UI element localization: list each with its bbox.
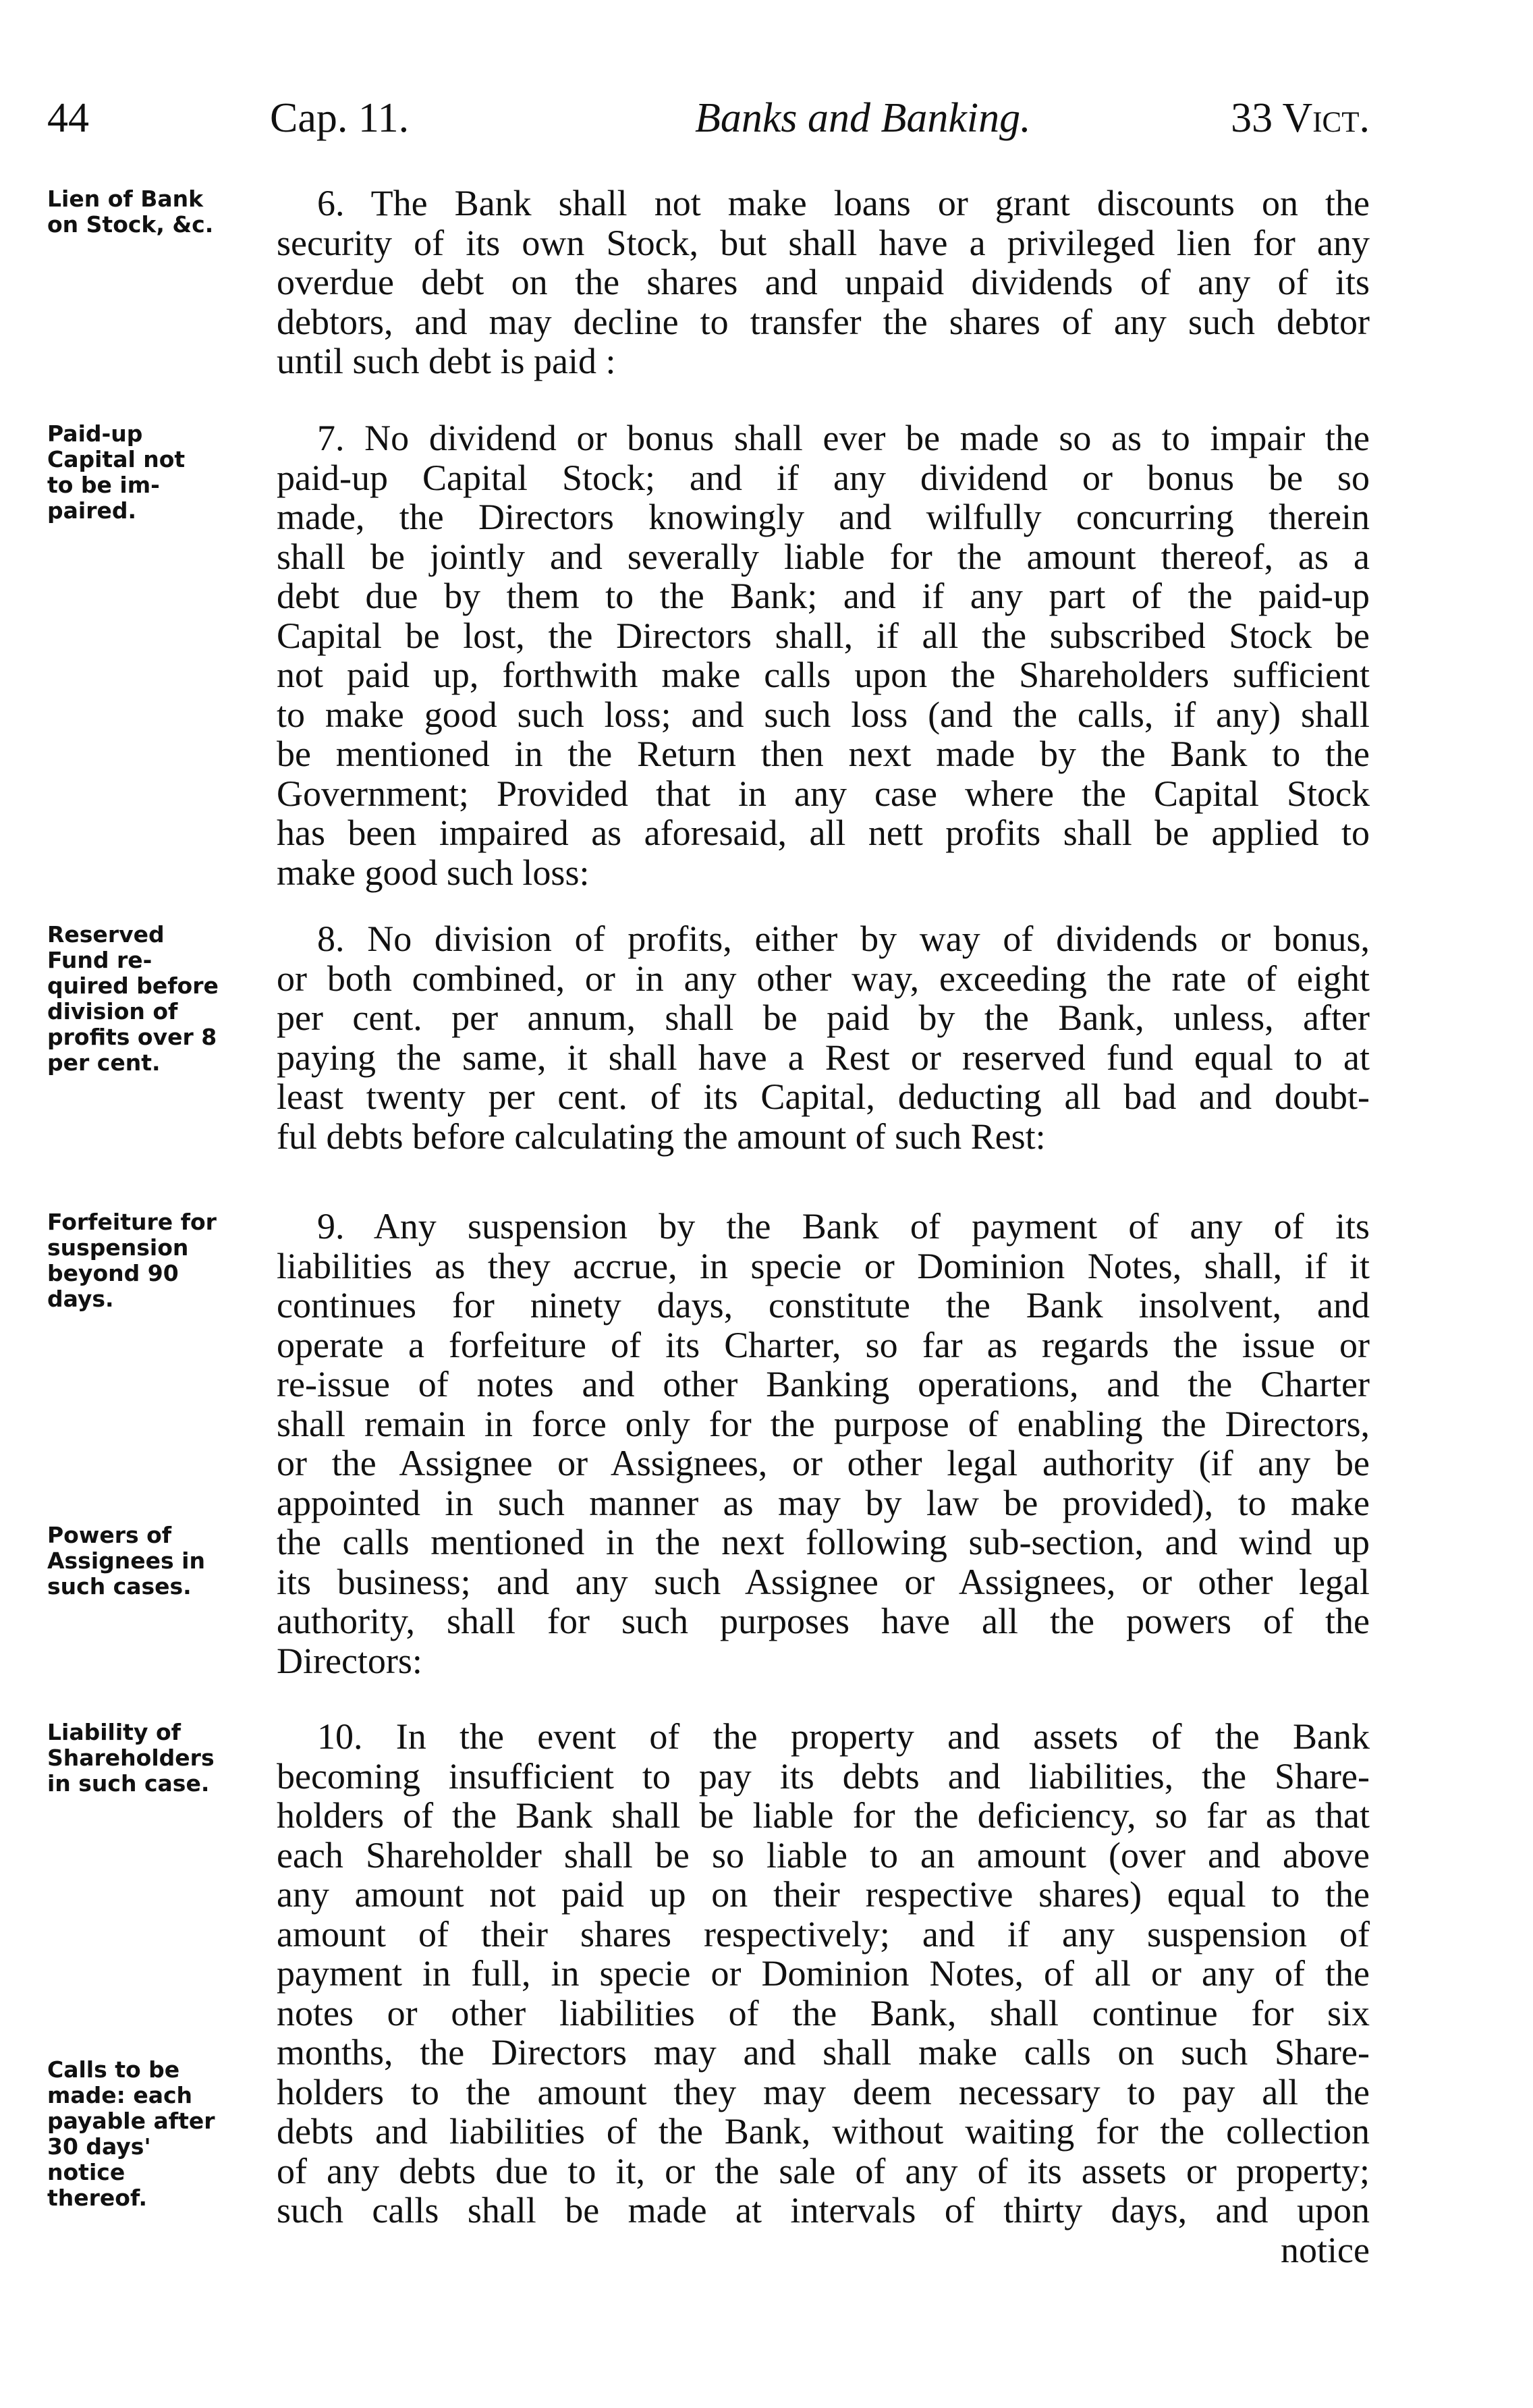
text-line: debts and liabilities of the Bank, without waiting for the collection xyxy=(277,2111,1370,2152)
text-line: 10. In the event of the property and assets of the Bank xyxy=(317,1716,1370,1757)
text-line: Directors: xyxy=(277,1640,422,1681)
section-body xyxy=(277,919,1370,1156)
page-number: 44 xyxy=(47,95,89,141)
marginal-note-calls: Calls to be made: each payable after 30 days' notice thereof. xyxy=(47,2056,215,2211)
text-line: has been impaired as aforesaid, all nett profits shall be applied to xyxy=(277,813,1370,853)
text-line: Government; Provided that in any case where the Capital Stock xyxy=(277,773,1370,814)
text-line: per cent. per annum, shall be paid by the Bank, unless, after xyxy=(277,997,1370,1038)
text-line: its business; and any such Assignee or Assignees, or other legal xyxy=(277,1561,1370,1602)
catchword: notice xyxy=(1281,2229,1370,2270)
text-line: 9. Any suspension by the Bank of payment of any of its xyxy=(317,1206,1370,1247)
text-line: be mentioned in the Return then next made by the Bank to the xyxy=(277,734,1370,774)
text-line: holders to the amount they may deem necessary to pay all the xyxy=(277,2071,1370,2112)
text-line: overdue debt on the shares and unpaid dividends of any of its xyxy=(277,262,1370,302)
marginal-note: Forfeiture for suspension beyond 90 days. xyxy=(47,1209,217,1312)
section-body xyxy=(277,418,1370,892)
marginal-note: Lien of Bank on Stock, &c. xyxy=(47,186,214,238)
section-body xyxy=(277,1717,1370,2270)
text-line: until such debt is paid : xyxy=(277,341,616,381)
text-line: each Shareholder shall be so liable to an amount (over and above xyxy=(277,1834,1370,1876)
text-line: re-issue of notes and other Banking operations, and the Charter xyxy=(277,1364,1370,1404)
text-line: payment in full, in specie or Dominion Notes, of all or any of the xyxy=(277,1953,1370,1994)
marginal-note-powers: Powers of Assignees in such cases. xyxy=(47,1522,205,1599)
marginal-note: Paid-up Capital not to be im- paired. xyxy=(47,420,186,524)
text-line: 6. The Bank shall not make loans or grant discounts on the xyxy=(317,183,1370,223)
text-line: paid-up Capital Stock; and if any dividend or bonus be so xyxy=(277,457,1370,498)
text-line: to make good such loss; and such loss (and the calls, if any) shall xyxy=(277,694,1370,735)
section-body xyxy=(277,1207,1370,1680)
text-line: becoming insufficient to pay its debts and liabilities, the Share- xyxy=(277,1755,1370,1797)
text-line: 8. No division of profits, either by way of dividends or bonus, xyxy=(317,919,1370,959)
text-line: not paid up, forthwith make calls upon the Shareholders sufficient xyxy=(277,655,1370,695)
text-line: authority, shall for such purposes have all the powers of the xyxy=(277,1601,1370,1641)
text-line: notes or other liabilities of the Bank, shall continue for six xyxy=(277,1992,1370,2033)
text-line: continues for ninety days, constitute the Bank insolvent, and xyxy=(277,1285,1370,1325)
section-body xyxy=(277,184,1370,381)
text-line: amount of their shares respectively; and if any suspension of xyxy=(277,1913,1370,1954)
text-line: security of its own Stock, but shall have a privileged lien for any xyxy=(277,222,1370,263)
marginal-note: Liability of Shareholders in such case. xyxy=(47,1719,215,1797)
text-line: or the Assignee or Assignees, or other legal authority (if any be xyxy=(277,1443,1370,1483)
text-line: operate a forfeiture of its Charter, so far as regards the issue or xyxy=(277,1324,1370,1365)
chapter-label: Cap. 11. xyxy=(270,95,410,141)
text-line: made, the Directors knowingly and wilfully concurring therein xyxy=(277,497,1370,537)
text-line: least twenty per cent. of its Capital, deducting all bad and doubt- xyxy=(277,1076,1370,1117)
text-line: 7. No dividend or bonus shall ever be made so as to impair the xyxy=(317,418,1370,458)
text-line: such calls shall be made at intervals of thirty days, and upon xyxy=(277,2190,1370,2231)
text-line: holders of the Bank shall be liable for the deficiency, so far as that xyxy=(277,1795,1370,1836)
text-line: shall be jointly and severally liable for the amount thereof, as a xyxy=(277,536,1370,577)
text-line: shall remain in force only for the purpose of enabling the Directors, xyxy=(277,1403,1370,1444)
text-line: liabilities as they accrue, in specie or Dominion Notes, shall, if it xyxy=(277,1245,1370,1286)
text-line: months, the Directors may and shall make calls on such Share- xyxy=(277,2032,1370,2073)
regnal-year: 33 Vict. xyxy=(1231,95,1370,141)
page-title: Banks and Banking. xyxy=(695,95,1031,141)
text-line: ful debts before calculating the amount of such Rest: xyxy=(277,1116,1046,1157)
text-line: any amount not paid up on their respective shares) equal to the xyxy=(277,1874,1370,1915)
running-header xyxy=(47,94,1370,155)
text-line: Capital be lost, the Directors shall, if all the subscribed Stock be xyxy=(277,615,1370,656)
text-line: paying the same, it shall have a Rest or reserved fund equal to at xyxy=(277,1037,1370,1078)
text-line: the calls mentioned in the next following sub-section, and wind up xyxy=(277,1522,1370,1562)
text-line: of any debts due to it, or the sale of any of its assets or property; xyxy=(277,2150,1370,2191)
text-line: debtors, and may decline to transfer the shares of any such debtor xyxy=(277,301,1370,342)
text-line: debt due by them to the Bank; and if any part of the paid-up xyxy=(277,576,1370,616)
text-line: make good such loss: xyxy=(277,852,590,893)
text-line: or both combined, or in any other way, exceeding the rate of eight xyxy=(277,958,1370,999)
text-line: appointed in such manner as may by law be provided), to make xyxy=(277,1482,1370,1523)
marginal-note: Reserved Fund re- quired before division of profits over 8 per cent. xyxy=(47,921,219,1076)
